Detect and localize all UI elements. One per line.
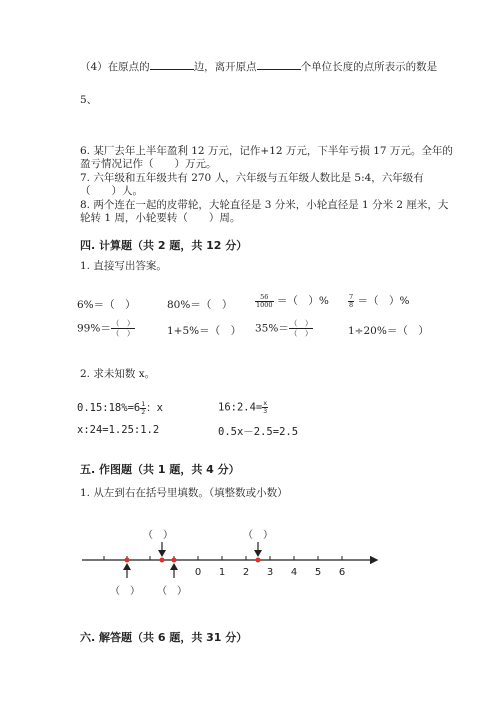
question-5: 5、 [80, 94, 98, 106]
question-7-line-1: 7. 六年级和五年级共有 270 人，六年级与五年级人数比是 5:4，六年级有 [80, 172, 424, 184]
answer-bracket-above[interactable]: （ ） [243, 530, 273, 541]
answer-bracket-below[interactable]: （ ） [157, 586, 187, 597]
fraction: $\frac{56}{1000}$ [256, 292, 273, 309]
tick-label-4: 4 [290, 567, 298, 578]
calc-item-35-percent: 35%＝ $\frac{( )}{( )}$ [255, 319, 313, 338]
calc-item-99-percent: 99%＝ $\frac{( )}{( )}$ [77, 319, 135, 338]
tick-label-0: 0 [194, 567, 202, 578]
fraction: $\frac{7}{8}$ [349, 292, 354, 309]
answer-blank[interactable] [150, 69, 194, 70]
equation-2: 16:2.4= $\frac{x}{3}$ [218, 399, 268, 415]
tick-label-1: 1 [218, 567, 226, 578]
tick-label-2: 2 [242, 567, 250, 578]
section-4-q2-title: 2. 求未知数 x。 [80, 368, 156, 380]
answer-bracket-above[interactable]: （ ） [143, 530, 173, 541]
answer-blank[interactable] [257, 69, 301, 70]
question-7-line-2: （ ）人。 [80, 185, 143, 197]
point-marker [256, 558, 261, 563]
point-marker [160, 558, 165, 563]
equation-3: x:24=1.25:1.2 [77, 424, 160, 436]
question-8-line-1: 8. 两个连在一起的皮带轮，大轮直径是 3 分米，小轮直径是 1 分米 2 厘米，大 [80, 199, 449, 211]
tick-label-3: 3 [266, 567, 274, 578]
fraction: $\frac{( )}{( )}$ [111, 319, 135, 338]
answer-brackets[interactable] [110, 529, 273, 597]
section-5-heading: 五. 作图题（共 1 题，共 4 分） [80, 463, 240, 476]
answer-bracket-below[interactable]: （ ） [110, 586, 140, 597]
point-marker [125, 558, 130, 563]
section-5-q1-title: 1. 从左到右在括号里填数。（填整数或小数） [80, 487, 288, 499]
calc-item-80-percent: 80%＝（ ） [167, 299, 233, 311]
question-8-line-2: 轮转 1 周，小轮要转（ ）周。 [80, 212, 241, 224]
fraction: $\frac{1}{2}$ [141, 399, 146, 416]
fraction: $\frac{( )}{( )}$ [289, 319, 313, 338]
tick-label-5: 5 [314, 567, 322, 578]
q4-text-3: 个单位长度的点所表示的数是 [300, 61, 438, 73]
point-marker [172, 558, 177, 563]
calc-item-1-div-20-percent: 1÷20%＝（ ） [348, 325, 429, 337]
calc-item-7-over-8: $\frac{7}{8}$ ＝（ ）% [349, 292, 410, 309]
question-6-line-2: 盈亏情况记作（ ）万元。 [80, 158, 217, 170]
fraction: $\frac{x}{3}$ [263, 399, 268, 415]
section-4-q1-title: 1. 直接写出答案。 [80, 260, 167, 272]
tick-labels [195, 567, 345, 578]
section-4-heading: 四. 计算题（共 2 题，共 12 分） [80, 239, 248, 252]
question-6-line-1: 6. 某厂去年上半年盈利 12 万元，记作+12 万元，下半年亏损 17 万元。全年的 [80, 145, 453, 157]
number-line-figure [0, 520, 500, 640]
calc-item-6-percent: 6%＝（ ） [77, 299, 136, 311]
calc-item-56-over-1000: $\frac{56}{1000}$ ＝（ ）% [256, 292, 329, 309]
section-6-heading: 六. 解答题（共 6 题，共 31 分） [80, 631, 248, 644]
equation-4: 0.5x－2.5=2.5 [218, 426, 299, 438]
tick-label-6: 6 [338, 567, 346, 578]
question-4 [80, 61, 437, 74]
q4-text-1: （4）在原点的 [80, 61, 150, 73]
calc-item-1-plus-5-percent: 1+5%＝（ ） [167, 325, 242, 337]
equation-1: 0.15:18%=6 $\frac{1}{2}$ ：x [77, 399, 163, 416]
q4-text-2: 边，离开原点 [193, 61, 257, 73]
